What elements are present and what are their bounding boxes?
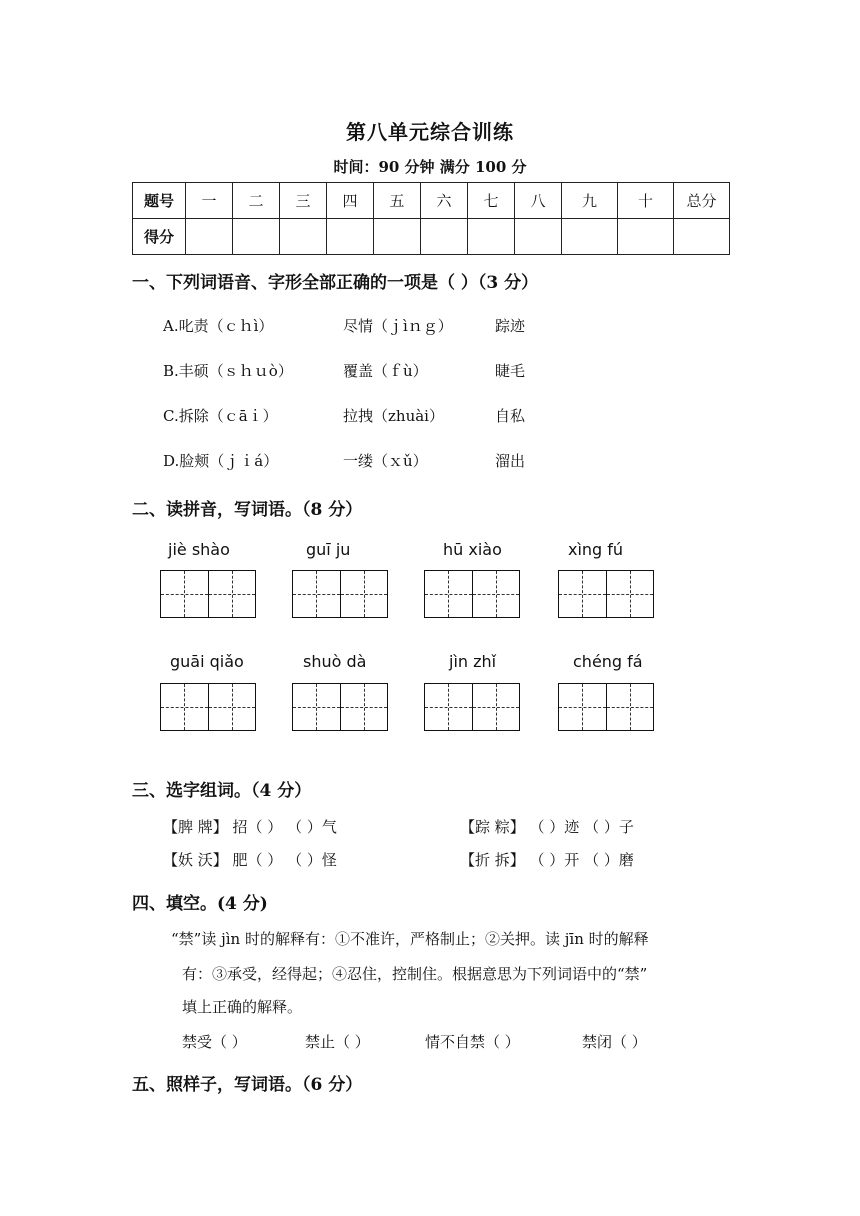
tianzige-box[interactable]	[292, 570, 388, 618]
header-cell: 六	[421, 183, 468, 219]
section3-heading: 三、选字组词。（4 分）	[132, 781, 312, 801]
header-cell: 三	[280, 183, 327, 219]
section2-heading: 二、读拼音，写词语。（8 分）	[132, 500, 363, 520]
fill-blank[interactable]: 禁闭（ ）	[582, 1033, 647, 1051]
score-cell[interactable]	[618, 219, 674, 255]
score-cell[interactable]	[468, 219, 515, 255]
tianzige-box[interactable]	[160, 683, 256, 731]
header-cell: 七	[468, 183, 515, 219]
fill-blank[interactable]: 禁止（ ）	[305, 1033, 370, 1051]
section5-heading: 五、照样子，写词语。（6 分）	[132, 1075, 363, 1095]
fill-blank[interactable]: 情不自禁（ ）	[425, 1033, 520, 1051]
section1-heading: 一、下列词语音、字形全部正确的一项是（ ）（3 分）	[132, 273, 539, 293]
pinyin-label: guāi qiǎo	[170, 652, 244, 671]
score-cell[interactable]	[515, 219, 562, 255]
score-cell[interactable]	[186, 219, 233, 255]
tianzige-box[interactable]	[424, 683, 520, 731]
score-cell[interactable]	[327, 219, 374, 255]
tianzige-box[interactable]	[160, 570, 256, 618]
exam-info: 时间：90 分钟 满分 100 分	[333, 158, 527, 176]
header-cell: 一	[186, 183, 233, 219]
tianzige-box[interactable]	[558, 570, 654, 618]
section4-heading: 四、填空。(4 分)	[132, 894, 268, 914]
paragraph-line: 填上正确的解释。	[182, 998, 303, 1016]
header-cell: 二	[233, 183, 280, 219]
score-cell[interactable]	[562, 219, 618, 255]
page-title: 第八单元综合训练	[346, 120, 514, 144]
score-table-header-row	[133, 183, 730, 219]
option-d-col2: 一缕（ｘǔ）	[343, 452, 428, 470]
option-b-col1[interactable]: B.丰硕（ｓｈｕò）	[163, 362, 293, 380]
header-cell: 九	[562, 183, 618, 219]
header-cell: 总分	[674, 183, 730, 219]
score-table	[132, 182, 730, 255]
pinyin-label: xìng fú	[568, 540, 624, 559]
header-cell: 题号	[133, 183, 186, 219]
paragraph-line: “禁”读 jìn 时的解释有：①不准许，严格制止；②关押。读 jīn 时的解释	[171, 930, 649, 948]
score-cell[interactable]	[233, 219, 280, 255]
tianzige-box[interactable]	[424, 570, 520, 618]
option-b-col3: 睫毛	[495, 362, 526, 380]
header-cell: 十	[618, 183, 674, 219]
option-a-col1[interactable]: A.叱责（ｃｈì）	[163, 317, 274, 335]
score-label: 得分	[133, 219, 186, 255]
pinyin-label: jìn zhǐ	[449, 652, 497, 671]
char-choice-line[interactable]: 【脾 牌】 招（ ） （ ）气	[163, 818, 337, 836]
header-cell: 五	[374, 183, 421, 219]
fill-blank[interactable]: 禁受（ ）	[182, 1033, 247, 1051]
score-table-score-row	[133, 219, 730, 255]
tianzige-box[interactable]	[558, 683, 654, 731]
tianzige-box[interactable]	[292, 683, 388, 731]
option-c-col1[interactable]: C.拆除（ｃāｉ）	[163, 407, 278, 425]
pinyin-label: jiè shào	[168, 540, 230, 559]
char-choice-line[interactable]: 【妖 沃】 肥（ ） （ ）怪	[163, 851, 337, 869]
score-cell[interactable]	[421, 219, 468, 255]
option-b-col2: 覆盖（ｆù）	[343, 362, 428, 380]
option-c-col3: 自私	[495, 407, 526, 425]
option-c-col2: 拉拽（zhuài）	[343, 407, 444, 425]
option-d-col1[interactable]: D.脸颊（ｊｉá）	[163, 452, 279, 470]
option-a-col2: 尽情（ｊìｎｇ）	[343, 317, 453, 335]
score-cell[interactable]	[674, 219, 730, 255]
option-d-col3: 溜出	[495, 452, 526, 470]
score-cell[interactable]	[280, 219, 327, 255]
char-choice-line[interactable]: 【踪 粽】 （ ）迹 （ ）子	[460, 818, 634, 836]
header-cell: 八	[515, 183, 562, 219]
char-choice-line[interactable]: 【折 拆】 （ ）开 （ ）磨	[460, 851, 634, 869]
paragraph-line: 有：③承受，经得起；④忍住，控制住。根据意思为下列词语中的“禁”	[182, 965, 648, 983]
score-cell[interactable]	[374, 219, 421, 255]
pinyin-label: chéng fá	[573, 652, 643, 671]
pinyin-label: shuò dà	[303, 652, 367, 671]
option-a-col3: 踪迹	[495, 317, 526, 335]
pinyin-label: hū xiào	[443, 540, 502, 559]
header-cell: 四	[327, 183, 374, 219]
pinyin-label: guī ju	[306, 540, 351, 559]
